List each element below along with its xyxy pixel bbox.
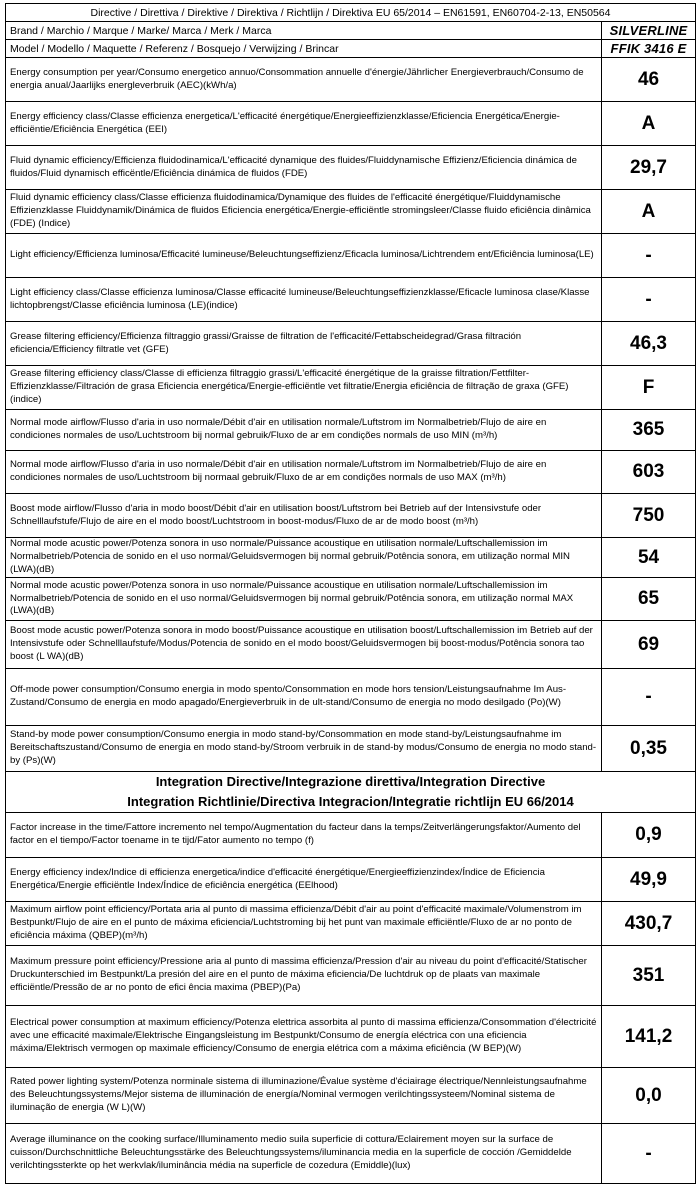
energy-label-sheet bbox=[5, 3, 695, 1184]
parameter-row bbox=[6, 1124, 696, 1184]
parameter-label: Energy consumption per year/Consumo energetico annuo/Consommation annuelle d'énergie/Jährlicher Energieverbrauch/Consumo de energia anual/Jaarlijks energleverbruik (AEC)(kWh/a) bbox=[6, 58, 602, 102]
parameter-label: Maximum pressure point efficiency/Pressione aria al punto di massima efficienza/Pression d'air au niveau du point d'efficacité/Statischer Druckunterschied im Bestpunkt/La presión del aire en el punto de máxima eficiencia/De luchtdruk op de plaats van maximale efficiëntle/Pressão de ar no ponto de efici ência maxima (PBEP)(Pa) bbox=[6, 946, 602, 1006]
parameter-value: - bbox=[602, 234, 696, 278]
parameter-value: 750 bbox=[602, 494, 696, 538]
parameter-row bbox=[6, 410, 696, 451]
brand-label: Brand / Marchio / Marque / Marke/ Marca / Merk / Marca bbox=[6, 22, 602, 40]
parameter-value: 65 bbox=[602, 578, 696, 621]
parameter-label: Normal mode acustic power/Potenza sonora in uso normale/Puissance acoustique en utilisation normale/Luftschallemission im Normalbetrieb/Potencia de sonido en el uso normal/Geluidsvermogen bij normal gebruik/Potência sonora, em utilização normal MIN (LWA)(dB) bbox=[6, 538, 602, 578]
parameter-row bbox=[6, 578, 696, 621]
parameter-row bbox=[6, 366, 696, 410]
parameter-label: Fluid dynamic efficiency/Efficienza fluidodinamica/L'efficacité dynamique des fluides/Fluiddynamische Effizienz/Eficiencia dinámica de fluidos/Fluid dynamisch efficëntle/Eficiência dinámica de fluidos (FDE) bbox=[6, 146, 602, 190]
parameter-value: 365 bbox=[602, 410, 696, 451]
parameter-value: 351 bbox=[602, 946, 696, 1006]
parameter-row bbox=[6, 669, 696, 726]
parameter-value: 141,2 bbox=[602, 1006, 696, 1068]
parameter-value: 46 bbox=[602, 58, 696, 102]
parameter-value: A bbox=[602, 102, 696, 146]
parameter-label: Normal mode airflow/Flusso d'aria in uso normale/Débit d'air en utilisation normale/Luftstrom im Normalbetrieb/Flujo de aire en condiciones normales de uso/Luchtstroom bij normal gebruik/Fluxo de ar em condições normals de uso MIN (m³/h) bbox=[6, 410, 602, 451]
parameter-label: Stand-by mode power consumption/Consumo energia in modo stand-by/Consommation en mode stand-by/Leistungsaufnahme im Bereitschaftszustand/Consumo de energia en modo stand-by/Stroom verbruik in de stand-by modus/Consumo de energia no modo stand-by (Ps)(W) bbox=[6, 726, 602, 772]
parameter-value: A bbox=[602, 190, 696, 234]
parameter-label: Light efficiency/Efficienza luminosa/Efficacité lumineuse/Beleuchtungseffizienz/Eficacla luminosa/Lichtrendem ent/Eficiência luminosa(LE) bbox=[6, 234, 602, 278]
brand-row bbox=[6, 22, 696, 40]
parameter-row bbox=[6, 451, 696, 494]
parameter-row bbox=[6, 322, 696, 366]
integration-heading-line-1: Integration Directive/Integrazione direttiva/Integration Directive bbox=[155, 774, 546, 789]
parameter-label: Boost mode airflow/Flusso d'aria in modo boost/Débit d'air en utilisation boost/Luftstrom bei Betrieb auf der Intensivstufe oder Schnelllaufstufe/Flujo de aire en el modo boost/Luchtstroom in boost-modus/Fluxo de ar de modo boost (m³/h) bbox=[6, 494, 602, 538]
parameter-label: Off-mode power consumption/Consumo energia in modo spento/Consommation en mode hors tension/Leistungsaufnahme Im Aus-Zustand/Consumo de energia en modo apagado/Energieverbruik in de ult-stand/Consumo de energia no modo desilgado (Po)(W) bbox=[6, 669, 602, 726]
directive-line: Directive / Direttiva / Direktive / Direktiva / Richtlijn / Direktiva EU 65/2014 – EN61591, EN60704-2-13, EN50564 bbox=[6, 4, 696, 22]
model-label: Model / Modello / Maquette / Referenz / Bosquejo / Verwijzing / Brincar bbox=[6, 40, 602, 58]
parameter-label: Energy efficiency index/Indice di efficienza energetica/indice d'efficacité énergétique/Energieeffizienzindex/Índice de Eficiencia Energética/Energie efficiëntle Index/Índice de eficiência energética (EElhood) bbox=[6, 858, 602, 902]
parameter-row bbox=[6, 902, 696, 946]
parameter-row bbox=[6, 1006, 696, 1068]
parameter-row bbox=[6, 102, 696, 146]
parameter-label: Fluid dynamic efficiency class/Classe efficienza fluidodinamica/Dynamique des fluides de l'efficacité énergétique/Fluiddynamische Effizienzklasse Fluiddynamik/Dinámica de fluidos Eficiencia energética/Energie-efficiëntle stromingsleer/Classe fluido eficiência dinâmica (FDE) (Indice) bbox=[6, 190, 602, 234]
parameter-row bbox=[6, 813, 696, 858]
parameter-row bbox=[6, 234, 696, 278]
model-row bbox=[6, 40, 696, 58]
integration-heading-line-2: Integration Richtlinie/Directiva Integracion/Integratie richtlijn EU 66/2014 bbox=[127, 794, 574, 810]
parameter-value: 29,7 bbox=[602, 146, 696, 190]
parameter-row bbox=[6, 494, 696, 538]
parameter-row bbox=[6, 58, 696, 102]
parameter-label: Grease filtering efficiency/Efficienza filtraggio grassi/Graisse de filtration de l'efficacité/Fettabscheidegrad/Grasa filtración eficiencia/Efficiency filtratle vet (GFE) bbox=[6, 322, 602, 366]
parameter-value: 0,9 bbox=[602, 813, 696, 858]
parameter-value: 69 bbox=[602, 621, 696, 669]
parameter-row bbox=[6, 146, 696, 190]
parameter-value: 0,0 bbox=[602, 1068, 696, 1124]
parameter-value: 0,35 bbox=[602, 726, 696, 772]
brand-value: SILVERLINE bbox=[602, 22, 696, 40]
parameter-value: - bbox=[602, 669, 696, 726]
parameter-label: Boost mode acustic power/Potenza sonora in modo boost/Puissance acoustique en utilisation boost/Luftschallemission im Betrieb auf der Intensivstufe oder Schnelllaufstufe/Modus/Potencia de sonido en el modo boost/Geluidsvermogen bij boost-modus/Potência sonora tao boost (L WA)(dB) bbox=[6, 621, 602, 669]
parameter-value: 54 bbox=[602, 538, 696, 578]
parameter-label: Energy efficiency class/Classe efficienza energetica/L'efficacité énergétique/Energieeffizienzklasse/Eficiencia Energética/Energie-efficiëntie/Eficiência Energética (EEI) bbox=[6, 102, 602, 146]
model-value: FFIK 3416 E bbox=[602, 40, 696, 58]
parameter-row bbox=[6, 538, 696, 578]
parameter-row bbox=[6, 190, 696, 234]
parameter-label: Factor increase in the time/Fattore incremento nel tempo/Augmentation du facteur dans la temps/Zeitverlängerungsfaktor/Aumento del factor en el tiempo/Factor toename in te tijd/Fator aumento no tempo (f) bbox=[6, 813, 602, 858]
parameter-row bbox=[6, 621, 696, 669]
parameter-label: Maximum airflow point efficiency/Portata aria al punto di massima efficienza/Débit d'air au point d'efficacité maximale/Volumenstrom im Bestpunkt/Flujo de aire en el punto de máxima eficiencia/Luchtstroming bij het punt van maximale efficiëntle/Fluxo de ar no ponto de eficiência máxima (QBEP)(m³/h) bbox=[6, 902, 602, 946]
parameter-row bbox=[6, 946, 696, 1006]
parameter-row bbox=[6, 726, 696, 772]
parameter-row bbox=[6, 858, 696, 902]
directive-row bbox=[6, 4, 696, 22]
parameter-row bbox=[6, 278, 696, 322]
parameter-label: Average illuminance on the cooking surface/Illuminamento medio suila superficie di cottura/Eclairement moyen sur la surface de cuisson/Durchschnittliche Beleuchtungsstärke des Beleuchtungssystems/iluminancia media en la superficle de cocción /Gemiddelde verilchtingssterkte op het werkvlak/iluminância média na superficle de cozedura (Emiddle)(lux) bbox=[6, 1124, 602, 1184]
parameter-row bbox=[6, 1068, 696, 1124]
parameter-value: F bbox=[602, 366, 696, 410]
integration-directive-section bbox=[6, 772, 696, 813]
parameter-value: - bbox=[602, 278, 696, 322]
parameter-label: Grease filtering efficiency class/Classe di efficienza filtraggio grassi/L'efficacité énergétique de la graisse filtration/Fettfilter-Effizienzklasse/Filtración de grasa Eficiencia energética/Energie-efficiëntle vet filtratie/Energia eficiência de filtração de graxa (GFE)(indice) bbox=[6, 366, 602, 410]
integration-directive-heading bbox=[6, 772, 696, 813]
parameter-value: - bbox=[602, 1124, 696, 1184]
parameter-value: 49,9 bbox=[602, 858, 696, 902]
product-data-table bbox=[5, 3, 696, 1184]
parameter-label: Normal mode airflow/Flusso d'aria in uso normale/Débit d'air en utilisation normale/Luftstrom im Normalbetrieb/Flujo de aire en condiciones normales de uso/Luchtstroom bij normaal gebruik/Fluxo de ar em condições normals de uso MAX (m³/h) bbox=[6, 451, 602, 494]
parameter-value: 46,3 bbox=[602, 322, 696, 366]
parameter-value: 603 bbox=[602, 451, 696, 494]
parameter-label: Electrical power consumption at maximum efficiency/Potenza elettrica assorbita al punto di massima efficienza/Consommation d'électricité avec une efficacité maximale/Elektrische Eingangsleistung im Bestpunkt/Consumo de energía eléctrica con una eficiencia máxima/Elektrisch vermogen op maximale efficiency/Consumo de energia elétrica com a máxima eficiência (W BEP)(W) bbox=[6, 1006, 602, 1068]
parameter-label: Rated power lighting system/Potenza norminale sistema di illuminazione/Évalue système d'éciairage électrique/Nennleistungsaufnahme des Beleuchtungssystems/Mejor sistema de illuminación de energía/Nominal vermogen verilchtingssysteem/Nominal sistema de iluminação de energia (W L)(W) bbox=[6, 1068, 602, 1124]
parameter-label: Normal mode acustic power/Potenza sonora in uso normale/Puissance acoustique en utilisation normale/Luftschallemission im Normalbetrieb/Potencia de sonido en el uso normal/Geluidsvermogen bij normal gebruik/Potência sonora, em utilização normal MAX (LWA)(dB) bbox=[6, 578, 602, 621]
parameter-label: Light efficiency class/Classe efficienza luminosa/Classe efficacité lumineuse/Beleuchtungseffizienzklasse/Eficacle luminosa clase/Klasse lichtopbrengst/Classe eficiência luminosa (LE)(indice) bbox=[6, 278, 602, 322]
parameter-value: 430,7 bbox=[602, 902, 696, 946]
